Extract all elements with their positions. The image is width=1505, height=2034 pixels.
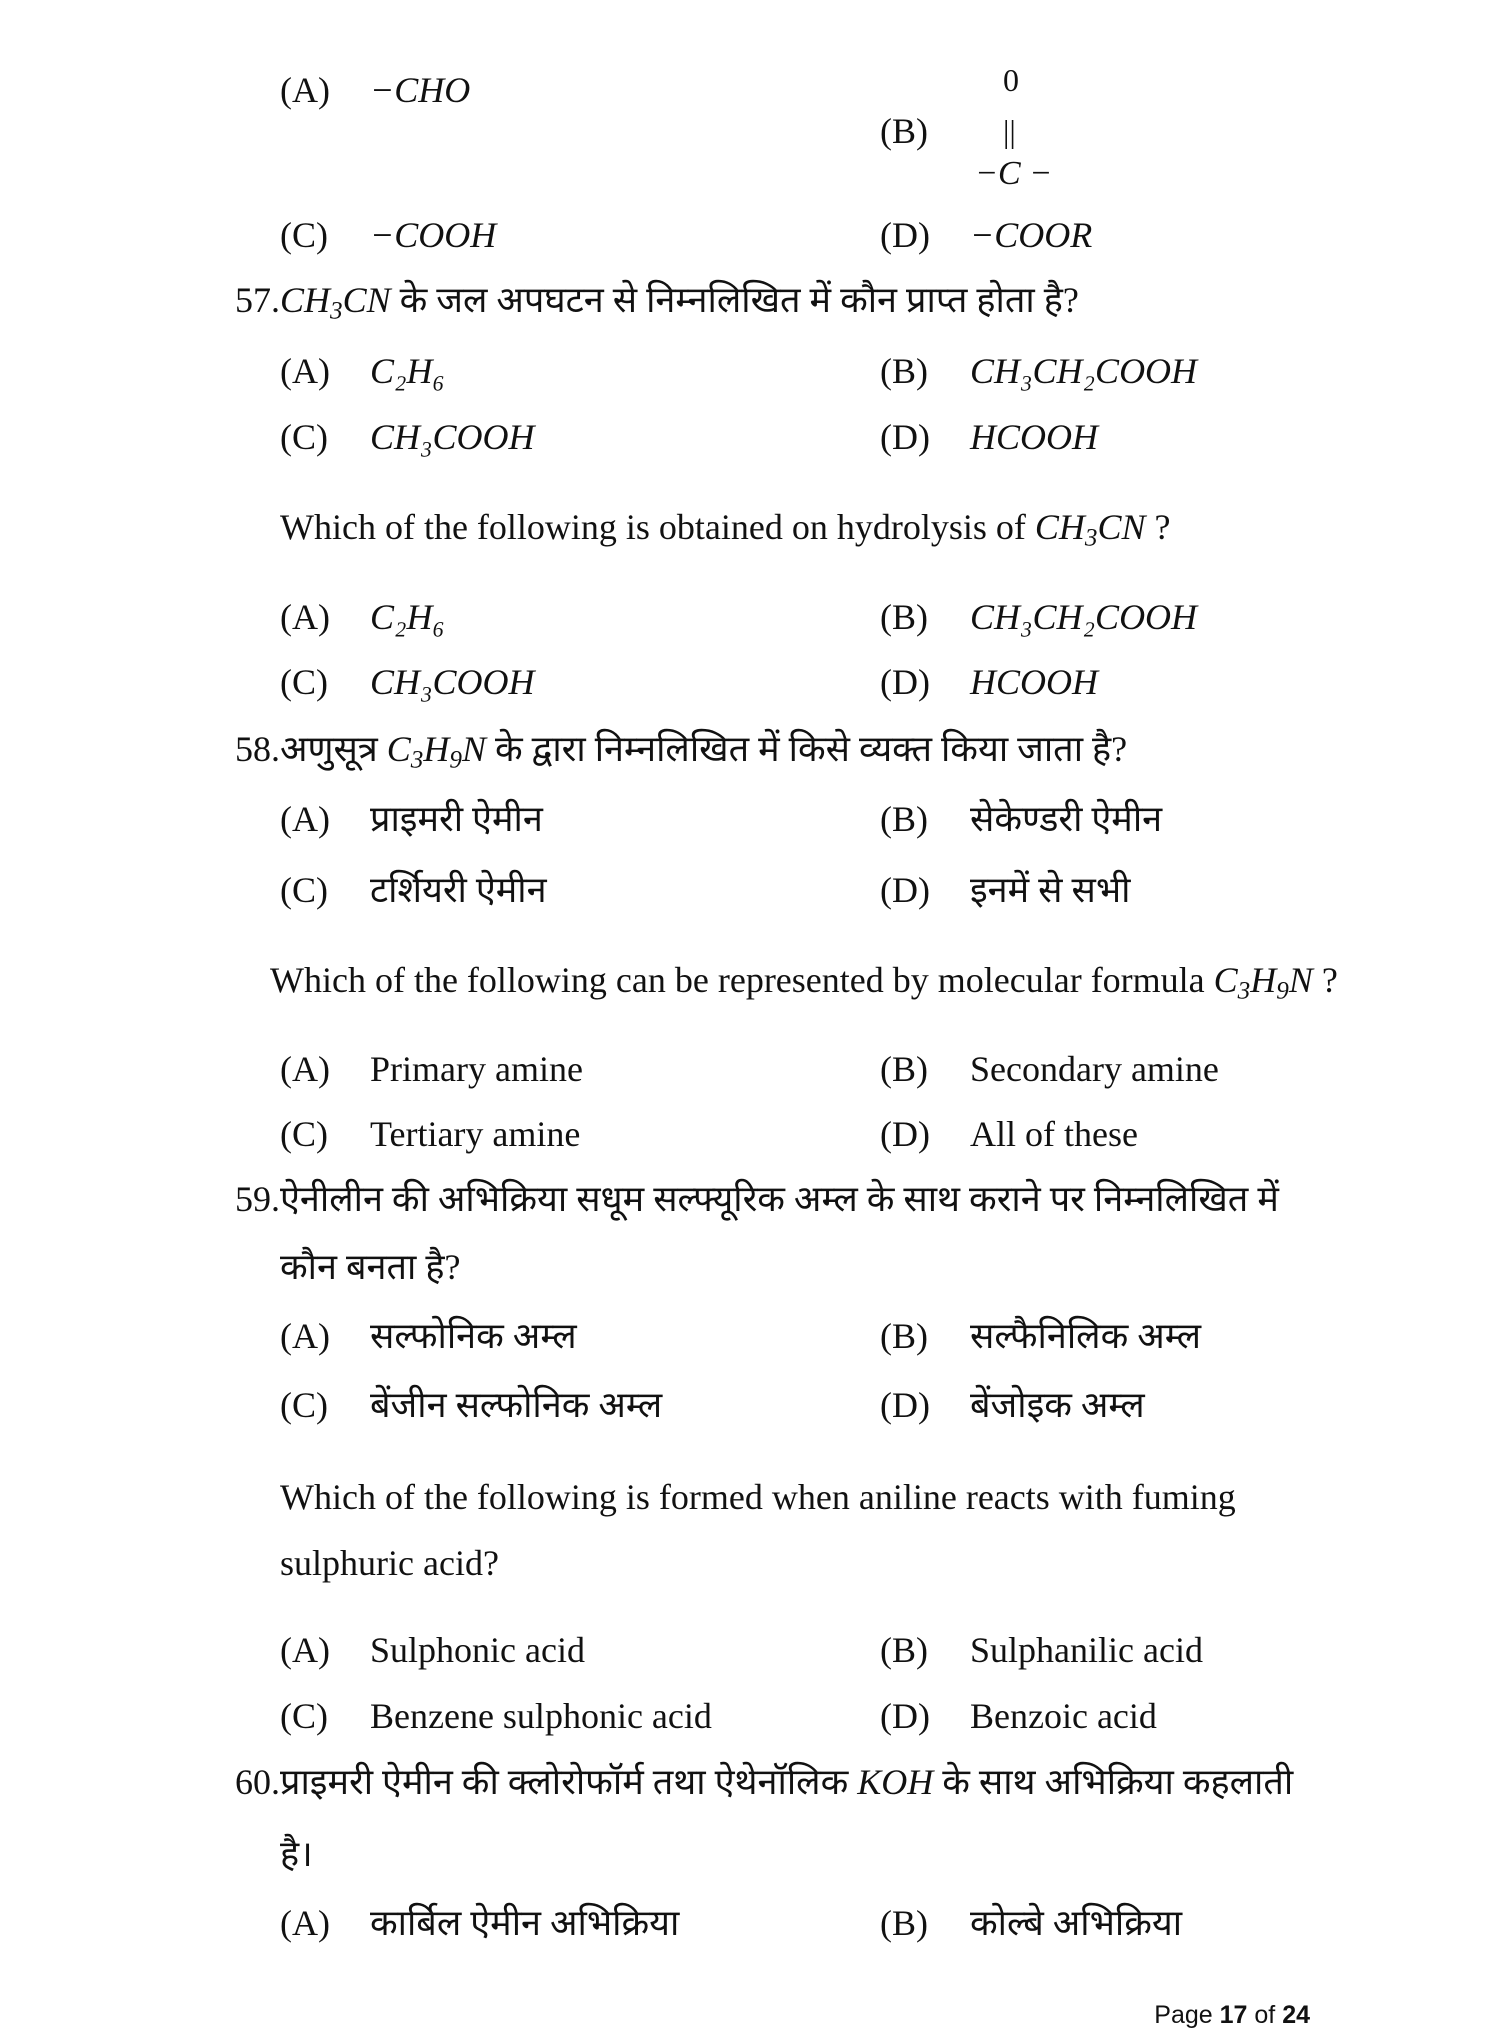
q57-english-formula: $CH_3CN$ — [1034, 507, 1146, 552]
q58-h-opt-c-value: टर्शियरी ऐमीन — [370, 870, 547, 910]
q57-hindi-question — [235, 280, 1079, 325]
q59-e-opt-c-value: Benzene sulphonic acid — [370, 1696, 712, 1736]
q59-english-line1: Which of the following is formed when aniline reacts with fuming — [280, 1477, 1236, 1517]
q57-h-opt-a-value: C₂H₆ — [370, 351, 446, 391]
q58-formula: $C_3H_9N$ — [386, 729, 486, 774]
q57-e-opt-c-value: CH₃COOH — [370, 662, 535, 702]
q57-h-opt-c-label: (C) — [280, 417, 328, 457]
q57-english-question — [280, 507, 1171, 552]
q56-option-d-label: (D) — [880, 215, 930, 255]
q58-english-text: Which of the following can be represented by molecular formula — [270, 960, 1205, 1000]
q56-option-c-value: −COOH — [370, 215, 497, 255]
carbonyl-carbon: −C − — [975, 155, 1053, 192]
q59-e-opt-d-value: Benzoic acid — [970, 1696, 1157, 1736]
q58-h-opt-d-label: (D) — [880, 870, 930, 910]
q60-opt-b-value: कोल्बे अभिक्रिया — [970, 1903, 1183, 1943]
q58-h-opt-b-value: सेकेण्डरी ऐमीन — [970, 799, 1163, 839]
q58-e-opt-d-label: (D) — [880, 1114, 930, 1154]
q57-english-suffix: ? — [1145, 507, 1171, 547]
q57-e-opt-a-label: (A) — [280, 597, 330, 637]
q59-h-opt-c-value: बेंजीन सल्फोनिक अम्ल — [370, 1385, 663, 1425]
q58-english-suffix: ? — [1312, 960, 1338, 1000]
q59-e-opt-d-label: (D) — [880, 1696, 930, 1736]
q56-option-c-label: (C) — [280, 215, 328, 255]
q60-hindi-line1 — [235, 1764, 1293, 1800]
of-word: of — [1254, 2001, 1276, 2029]
page-word: Page — [1154, 2001, 1213, 2029]
q59-h-opt-a-value: सल्फोनिक अम्ल — [370, 1316, 577, 1356]
carbonyl-oxygen: 0 — [1003, 62, 1019, 98]
q57-e-opt-a-value: C₂H₆ — [370, 597, 446, 637]
q58-hindi-question — [235, 729, 1128, 774]
q57-h-opt-b-label: (B) — [880, 351, 928, 391]
q57-h-opt-d-value: HCOOH — [970, 417, 1099, 457]
q57-e-opt-b-value: CH₃CH₂COOH — [970, 597, 1198, 637]
q58-e-opt-b-label: (B) — [880, 1049, 928, 1089]
q57-hindi-text: के जल अपघटन से निम्नलिखित में कौन प्राप्त होता है? — [399, 280, 1079, 320]
q58-e-opt-a-label: (A) — [280, 1049, 330, 1089]
q57-e-opt-c-label: (C) — [280, 662, 328, 702]
carbonyl-double-bond: || — [1003, 113, 1016, 149]
q57-h-opt-d-label: (D) — [880, 417, 930, 457]
q58-h-opt-b-label: (B) — [880, 799, 928, 839]
page-current: 17 — [1219, 2001, 1248, 2029]
q59-h-opt-a-label: (A) — [280, 1316, 330, 1356]
q58-english-formula: $C_3H_9N$ — [1213, 960, 1313, 1005]
q59-h-opt-b-label: (B) — [880, 1316, 928, 1356]
q57-e-opt-d-value: HCOOH — [970, 662, 1099, 702]
q58-h-opt-a-value: प्राइमरी ऐमीन — [370, 799, 543, 839]
q57-h-opt-c-value: CH₃COOH — [370, 417, 535, 457]
q59-e-opt-b-value: Sulphanilic acid — [970, 1630, 1203, 1670]
q56-option-a-label: (A) — [280, 70, 330, 110]
q56-option-a-value: −CHO — [370, 70, 471, 110]
q57-e-opt-b-label: (B) — [880, 597, 928, 637]
q59-h-opt-c-label: (C) — [280, 1385, 328, 1425]
q60-formula: KOH — [857, 1762, 934, 1802]
q59-hindi-line2: कौन बनता है? — [280, 1247, 461, 1287]
q59-english-line2: sulphuric acid? — [280, 1543, 499, 1583]
q58-hindi-text: के द्वारा निम्नलिखित में किसे व्यक्त किया जाता है? — [494, 729, 1128, 769]
q59-e-opt-c-label: (C) — [280, 1696, 328, 1736]
q60-hindi-suffix: के साथ अभिक्रिया कहलाती — [942, 1762, 1294, 1802]
q56-option-d-value: −COOR — [970, 215, 1093, 255]
q57-formula: $CH_3CN$ — [280, 280, 391, 325]
q60-hindi-prefix: 60.प्राइमरी ऐमीन की क्लोरोफॉर्म तथा ऐथेनॉलिक — [235, 1762, 849, 1802]
q58-e-opt-a-value: Primary amine — [370, 1049, 583, 1089]
q60-opt-a-label: (A) — [280, 1903, 330, 1943]
q57-e-opt-d-label: (D) — [880, 662, 930, 702]
q60-hindi-line2: है। — [280, 1834, 313, 1874]
q60-opt-b-label: (B) — [880, 1903, 928, 1943]
q59-hindi-line1: 59.ऐनीलीन की अभिक्रिया सधूम सल्फ्यूरिक अम्ल के साथ कराने पर निम्नलिखित में — [235, 1179, 1279, 1219]
q58-h-opt-c-label: (C) — [280, 870, 328, 910]
q58-e-opt-c-label: (C) — [280, 1114, 328, 1154]
q58-e-opt-c-value: Tertiary amine — [370, 1114, 581, 1154]
q59-e-opt-b-label: (B) — [880, 1630, 928, 1670]
q57-h-opt-a-label: (A) — [280, 351, 330, 391]
q59-h-opt-b-value: सल्फैनिलिक अम्ल — [970, 1316, 1202, 1356]
q58-h-opt-a-label: (A) — [280, 799, 330, 839]
page-total: 24 — [1282, 2001, 1310, 2029]
q58-english-question — [270, 960, 1338, 1005]
q60-opt-a-value: कार्बिल ऐमीन अभिक्रिया — [370, 1903, 680, 1943]
q57-number: 57. — [235, 280, 280, 320]
q58-e-opt-d-value: All of these — [970, 1114, 1138, 1154]
q58-number: 58.अणुसूत्र — [235, 729, 378, 769]
q59-e-opt-a-value: Sulphonic acid — [370, 1630, 585, 1670]
q58-h-opt-d-value: इनमें से सभी — [970, 870, 1131, 910]
q57-h-opt-b-value: CH₃CH₂COOH — [970, 351, 1198, 391]
page-number — [1154, 2003, 1310, 2028]
q58-e-opt-b-value: Secondary amine — [970, 1049, 1219, 1089]
q56-option-b-label: (B) — [880, 111, 928, 151]
q59-h-opt-d-value: बेंजोइक अम्ल — [970, 1385, 1145, 1425]
q59-h-opt-d-label: (D) — [880, 1385, 930, 1425]
q59-e-opt-a-label: (A) — [280, 1630, 330, 1670]
q57-english-text: Which of the following is obtained on hydrolysis of — [280, 507, 1026, 547]
